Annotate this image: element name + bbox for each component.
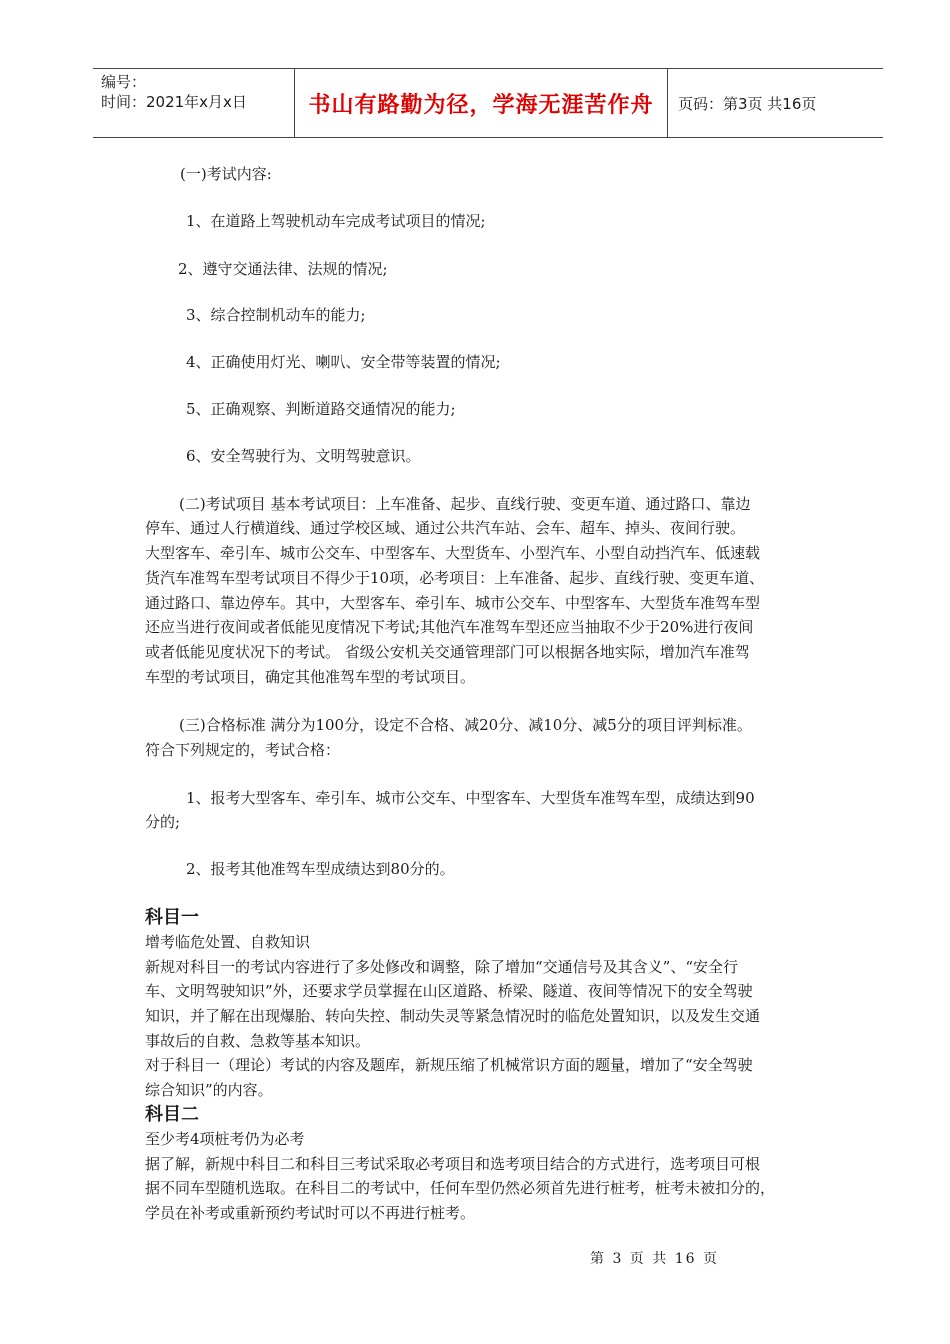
subject-1-subtitle: 增考临危处置、自救知识 bbox=[145, 933, 311, 951]
list-item: 2、遵守交通法律、法规的情况; bbox=[178, 260, 388, 278]
subject-2-line: 学员在补考或重新预约考试时可以不再进行桩考。 bbox=[145, 1204, 476, 1222]
subject-1-line: 新规对科目一的考试内容进行了多处修改和调整，除了增加“交通信号及其含义”、“安全行 bbox=[145, 958, 739, 976]
list-item: 5、正确观察、判断道路交通情况的能力; bbox=[186, 400, 456, 418]
section-2-line: 停车、通过人行横道线、通过学校区域、通过公共汽车站、会车、超车、掉头、夜间行驶。 bbox=[145, 519, 746, 537]
section-2-line: 货汽车准驾车型考试项目不得少于10项，必考项目：上车准备、起步、直线行驶、变更车道、 bbox=[145, 569, 765, 587]
number-label: 编号： bbox=[101, 73, 147, 91]
subject-1-line: 事故后的自救、急救等基本知识。 bbox=[145, 1032, 371, 1050]
section-2-line: 大型客车、牵引车、城市公交车、中型客车、大型货车、小型汽车、小型自动挡汽车、低速载 bbox=[145, 544, 761, 562]
section-1-title: (一)考试内容: bbox=[180, 165, 272, 183]
section-2-line: 或者低能见度状况下的考试。 省级公安机关交通管理部门可以根据各地实际，增加汽车准驾 bbox=[145, 643, 750, 661]
subject-2-line: 据不同车型随机选取。在科目二的考试中，任何车型仍然必须首先进行桩考，桩考未被扣分的， bbox=[145, 1179, 776, 1197]
subject-2-subtitle: 至少考4项桩考仍为必考 bbox=[145, 1130, 305, 1148]
subject-1-line: 综合知识”的内容。 bbox=[145, 1081, 273, 1099]
list-item: 4、正确使用灯光、喇叭、安全带等装置的情况; bbox=[186, 353, 501, 371]
section-3-line: 符合下列规定的，考试合格： bbox=[145, 741, 341, 759]
section-3-item-line: 分的; bbox=[145, 813, 181, 831]
time-label: 时间：2021年x月x日 bbox=[101, 93, 247, 111]
list-item: 6、安全驾驶行为、文明驾驶意识。 bbox=[186, 447, 421, 465]
list-item: 3、综合控制机动车的能力; bbox=[186, 306, 366, 324]
heading-subject-1: 科目一 bbox=[145, 907, 199, 928]
header-page-label: 页码：第3页 共16页 bbox=[678, 94, 817, 113]
subject-2-line: 据了解，新规中科目二和科目三考试采取必考项目和选考项目结合的方式进行，选考项目可根 bbox=[145, 1155, 761, 1173]
section-3-item-line: 1、报考大型客车、牵引车、城市公交车、中型客车、大型货车准驾车型，成绩达到90 bbox=[186, 789, 755, 807]
header-meta bbox=[93, 69, 295, 137]
subject-1-line: 知识，并了解在出现爆胎、转向失控、制动失灵等紧急情况时的临危处置知识，以及发生交通 bbox=[145, 1007, 761, 1025]
section-2-line: (二)考试项目 基本考试项目：上车准备、起步、直线行驶、变更车道、通过路口、靠边 bbox=[179, 495, 751, 513]
page-footer: 第 3 页 共 16 页 bbox=[590, 1251, 719, 1267]
section-2-line: 还应当进行夜间或者低能见度情况下考试;其他汽车准驾车型还应当抽取不少于20%进行夜间 bbox=[145, 618, 754, 636]
section-2-line: 车型的考试项目，确定其他准驾车型的考试项目。 bbox=[145, 668, 476, 686]
section-2-line: 通过路口、靠边停车。其中，大型客车、牵引车、城市公交车、中型客车、大型货车准驾车型 bbox=[145, 594, 761, 612]
heading-subject-2: 科目二 bbox=[145, 1104, 199, 1125]
subject-1-line: 车、文明驾驶知识”外，还要求学员掌握在山区道路、桥梁、隧道、夜间等情况下的安全驾驶 bbox=[145, 982, 753, 1000]
header-motto: 书山有路勤为径，学海无涯苦作舟 bbox=[295, 69, 668, 137]
list-item: 1、在道路上驾驶机动车完成考试项目的情况; bbox=[186, 212, 486, 230]
page-header bbox=[93, 68, 883, 138]
section-3-line: (三)合格标准 满分为100分，设定不合格、减20分、减10分、减5分的项目评判标准。 bbox=[179, 716, 752, 734]
subject-1-line: 对于科目一（理论）考试的内容及题库，新规压缩了机械常识方面的题量，增加了“安全驾驶 bbox=[145, 1056, 753, 1074]
section-3-item: 2、报考其他准驾车型成绩达到80分的。 bbox=[186, 860, 455, 878]
